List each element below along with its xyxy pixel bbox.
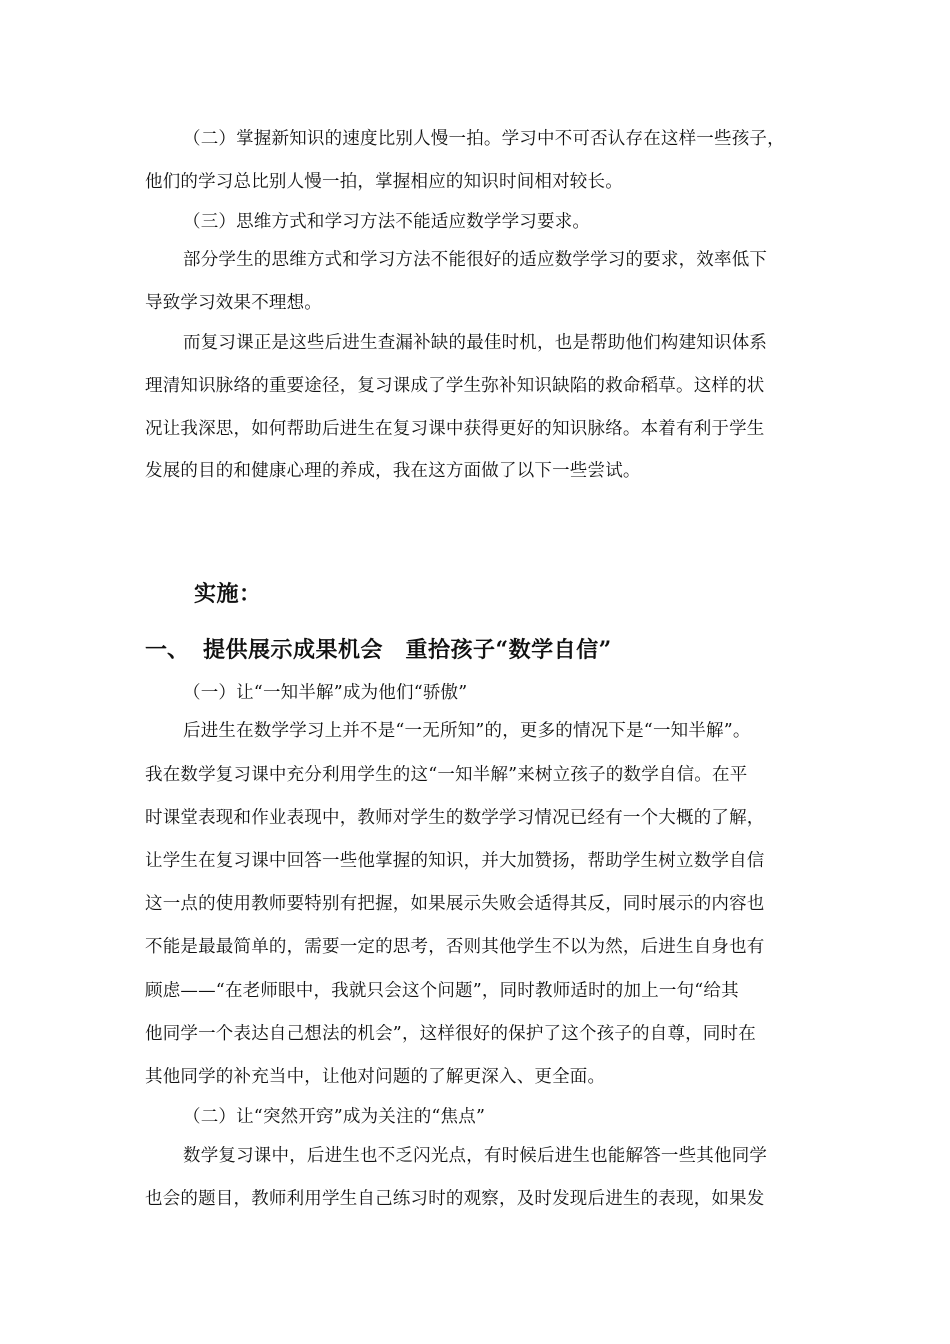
subsection-title: （二）让“突然开窍”成为关注的“焦点” <box>183 1107 486 1127</box>
paragraph-line: 发展的目的和健康心理的养成，我在这方面做了以下一些尝试。 <box>145 461 641 481</box>
paragraph-line: 理清知识脉络的重要途径，复习课成了学生弥补知识缺陷的救命稻草。这样的状 <box>145 376 765 396</box>
paragraph-line: 不能是最最简单的，需要一定的思考，否则其他学生不以为然，后进生自身也有 <box>145 937 765 957</box>
paragraph-line: 让学生在复习课中回答一些他掌握的知识，并大加赞扬，帮助学生树立数学自信 <box>145 851 765 871</box>
section-heading: 实施： <box>194 581 262 607</box>
paragraph-line: 数学复习课中，后进生也不乏闪光点，有时候后进生也能解答一些其他同学 <box>183 1146 768 1166</box>
paragraph-line: 时课堂表现和作业表现中，教师对学生的数学学习情况已经有一个大概的了解， <box>145 808 765 828</box>
paragraph-line: 况让我深思，如何帮助后进生在复习课中获得更好的知识脉络。本着有利于学生 <box>145 419 765 439</box>
section-title: 提供展示成果机会 重拾孩子“数学自信” <box>203 637 612 663</box>
subsection-title: （一）让“一知半解”成为他们“骄傲” <box>183 683 468 703</box>
paragraph-line: 而复习课正是这些后进生查漏补缺的最佳时机，也是帮助他们构建知识体系 <box>183 333 768 353</box>
paragraph-line: （三）思维方式和学习方法不能适应数学学习要求。 <box>183 212 591 232</box>
paragraph-line: （二）掌握新知识的速度比别人慢一拍。学习中不可否认存在这样一些孩子， <box>183 129 785 149</box>
paragraph-line: 其他同学的补充当中，让他对问题的了解更深入、更全面。 <box>145 1067 606 1087</box>
paragraph-line: 顾虑——“在老师眼中，我就只会这个问题”，同时教师适时的加上一句“给其 <box>145 981 739 1001</box>
paragraph-line: 也会的题目，教师利用学生自己练习时的观察，及时发现后进生的表现，如果发 <box>145 1189 765 1209</box>
paragraph-line: 导致学习效果不理想。 <box>145 293 322 313</box>
paragraph-line: 他同学一个表达自己想法的机会”，这样很好的保护了这个孩子的自尊，同时在 <box>145 1024 756 1044</box>
paragraph-line: 他们的学习总比别人慢一拍，掌握相应的知识时间相对较长。 <box>145 172 623 192</box>
section-number: 一、 <box>145 637 190 663</box>
paragraph-line: 部分学生的思维方式和学习方法不能很好的适应数学学习的要求，效率低下 <box>183 250 768 270</box>
paragraph-line: 我在数学复习课中充分利用学生的这“一知半解”来树立孩子的数学自信。在平 <box>145 765 748 785</box>
paragraph-line: 后进生在数学学习上并不是“一无所知”的，更多的情况下是“一知半解”。 <box>183 721 751 741</box>
paragraph-line: 这一点的使用教师要特别有把握，如果展示失败会适得其反，同时展示的内容也 <box>145 894 765 914</box>
